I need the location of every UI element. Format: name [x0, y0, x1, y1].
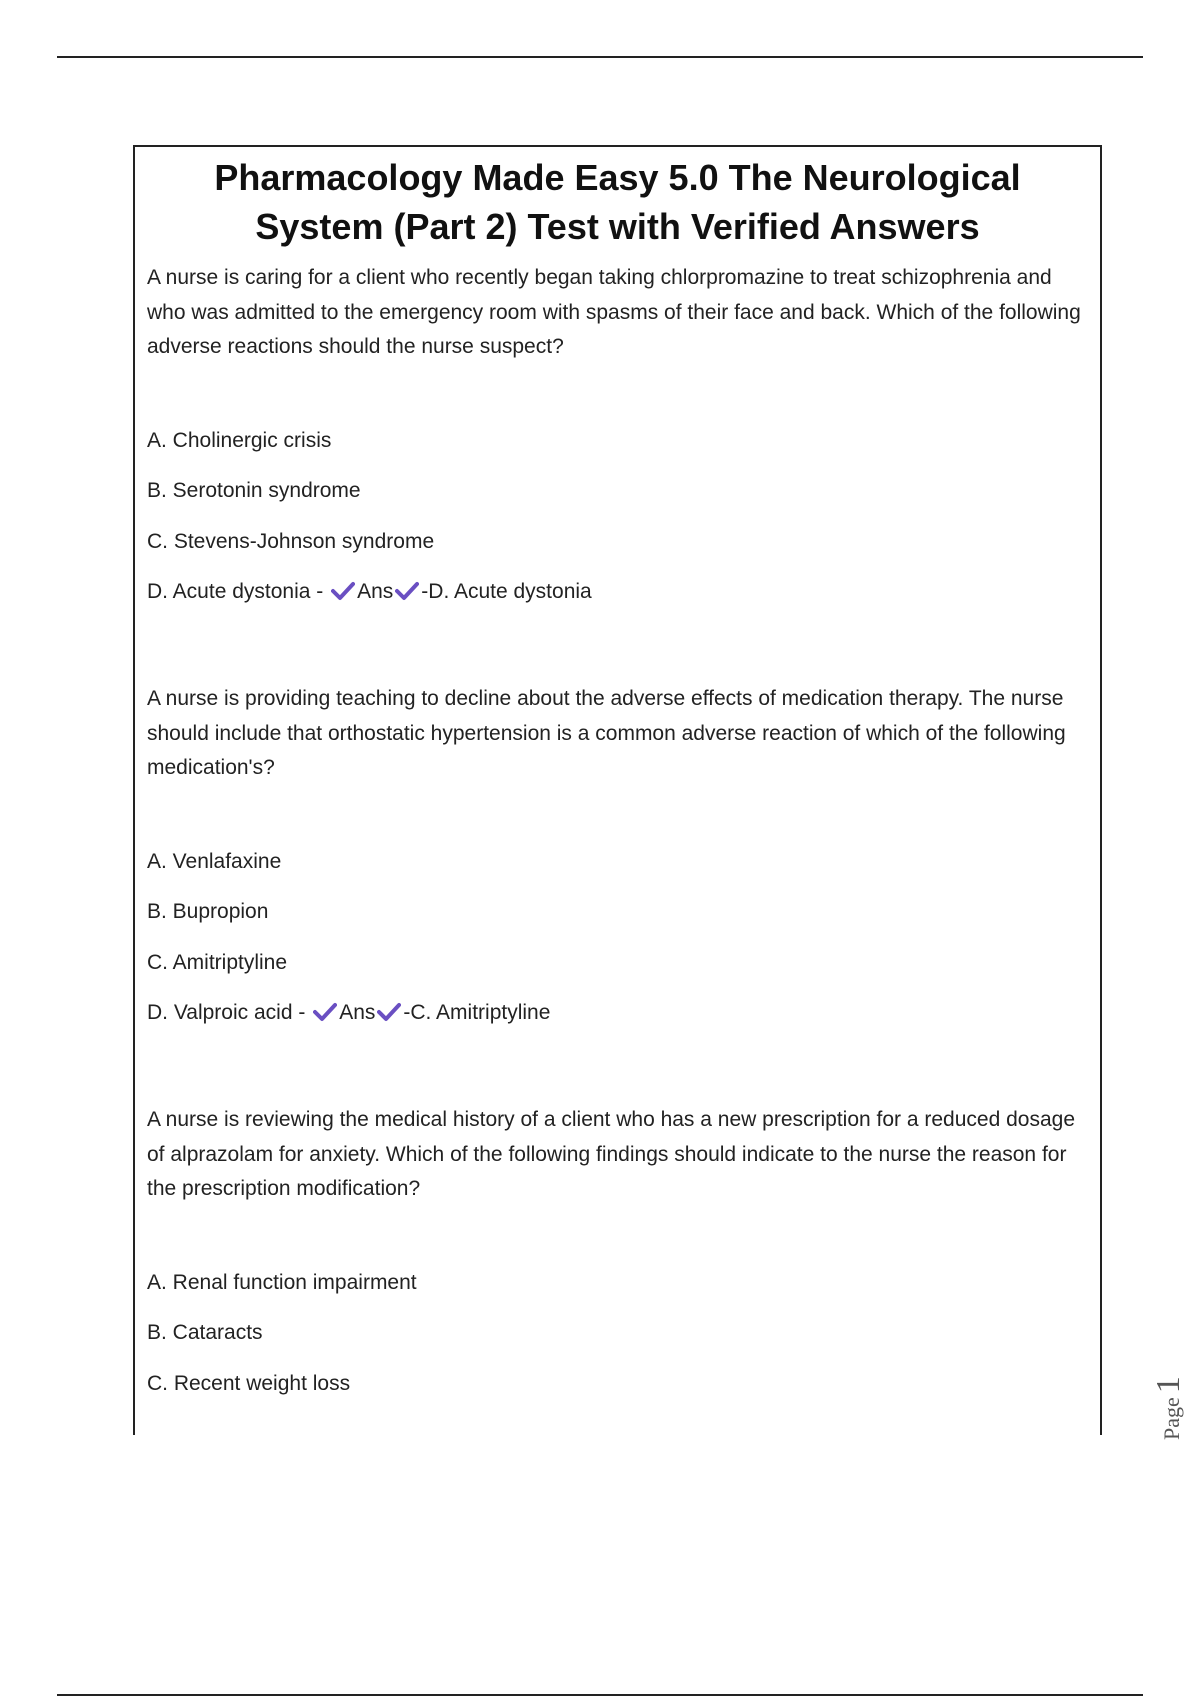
- option-item: C. Amitriptyline: [147, 950, 288, 974]
- option-item-with-answer: [147, 999, 1088, 1027]
- title-line-2: System (Part 2) Test with Verified Answers: [255, 206, 980, 247]
- question-3-options: [147, 1269, 1088, 1398]
- answer-text: -D. Acute dystonia: [421, 580, 592, 603]
- bottom-rule: [57, 1694, 1143, 1696]
- option-text: D. Acute dystonia -: [147, 580, 324, 603]
- checkmark-icon: [331, 581, 355, 601]
- question-2-options: [147, 848, 1088, 1028]
- question-3-text: A nurse is reviewing the medical history of a client who has a new prescription for a reduced dosage of alprazolam for anxiety. Which of the following findings should indicate to the nurse the reason for the prescription modification?: [147, 1108, 1075, 1200]
- option-item-with-answer: [147, 578, 1088, 606]
- option-item: A. Renal function impairment: [147, 1270, 417, 1294]
- title-line-1: Pharmacology Made Easy 5.0 The Neurological: [214, 157, 1021, 198]
- checkmark-icon: [377, 1002, 401, 1022]
- document-frame: [133, 145, 1102, 1435]
- option-item: A. Cholinergic crisis: [147, 428, 332, 452]
- answer-marker: Ans: [357, 580, 394, 603]
- answer-text: -C. Amitriptyline: [403, 1001, 551, 1024]
- option-item: C. Recent weight loss: [147, 1371, 351, 1395]
- question-2-text: A nurse is providing teaching to decline about the adverse effects of medication therapy. The nurse should include that orthostatic hypertension is a common adverse reaction of which of the following medication's?: [147, 687, 1066, 779]
- page-number: [1150, 1376, 1188, 1440]
- option-item: B. Bupropion: [147, 900, 269, 923]
- answer-marker: Ans: [339, 1001, 376, 1024]
- option-item: C. Stevens-Johnson syndrome: [147, 529, 435, 553]
- question-block-1: [147, 261, 1088, 606]
- top-rule: [57, 56, 1143, 58]
- question-1-text: A nurse is caring for a client who recently began taking chlorpromazine to treat schizophrenia and who was admitted to the emergency room with spasms of their face and back. Which of the following adverse reactions should the nurse suspect?: [147, 266, 1081, 358]
- question-block-2: [147, 682, 1088, 1027]
- document-title: [135, 153, 1100, 251]
- option-item: B. Cataracts: [147, 1321, 263, 1344]
- question-1-options: [147, 427, 1088, 607]
- option-item: B. Serotonin syndrome: [147, 479, 361, 502]
- document-content: [135, 251, 1100, 1398]
- option-text: D. Valproic acid -: [147, 1001, 306, 1024]
- question-block-3: [147, 1103, 1088, 1398]
- checkmark-icon: [395, 581, 419, 601]
- checkmark-icon: [313, 1002, 337, 1022]
- page-label: Page: [1159, 1397, 1184, 1440]
- page-number-value: 1: [1150, 1376, 1187, 1394]
- option-item: A. Venlafaxine: [147, 849, 282, 873]
